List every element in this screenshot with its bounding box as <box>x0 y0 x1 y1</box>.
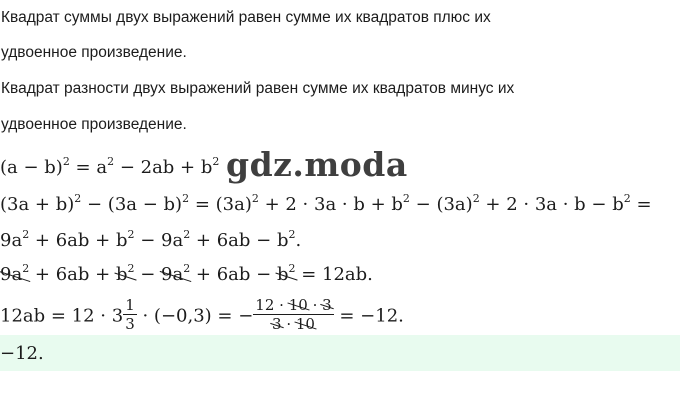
watermark-logo: gdz.moda <box>226 145 408 184</box>
cancelled-factor: 10 <box>288 296 308 314</box>
answer-box <box>0 335 680 371</box>
cancelled-factor: 10 <box>295 315 315 333</box>
rule-sum-line-1: Квадрат суммы двух выражений равен сумме их квадратов плюс их <box>1 9 491 26</box>
rule-diff-line-1: Квадрат разности двух выражений равен сумме их квадратов минус их <box>1 80 515 97</box>
formula-difference-square: $(a - b)^2 = a^2 - 2ab + b^2$ <box>0 155 220 178</box>
cancelled-term: $9a^2$ <box>0 262 30 285</box>
answer-value: −12. <box>0 343 44 364</box>
solution-step-cancel-terms: $9a^2 + 6ab + b^2 - 9a^2 + 6ab - b^2 = 12ab$. <box>0 262 373 285</box>
rule-sum-line-2: удвоенное произведение. <box>1 44 187 61</box>
cancelled-term: $b^2$ <box>115 262 135 285</box>
solution-step-expand: $(3a + b)^2 - (3a - b)^2 = (3a)^2 + 2 \cdot 3a \cdot b + b^2 - (3a)^2 + 2 \cdot 3a \cdot b - b^2$ = <box>0 192 652 215</box>
cancelled-term: $b^2$ <box>276 262 296 285</box>
cancelled-term: $9a^2$ <box>161 262 191 285</box>
rule-diff-line-2: удвоенное произведение. <box>1 116 187 133</box>
solution-step-substitute: 12ab = 12 · 3 $\frac{1}{3}$ · (−0,3) = − $\frac{12 \cdot 10 \cdot 3}{3 \cdot 10}$ = −12. <box>0 296 404 333</box>
reduced-fraction: $\frac{12 \cdot 10 \cdot 3}{3 \cdot 10}$ <box>255 296 332 333</box>
solution-step-open-brackets: $9a^2 + 6ab + b^2 - 9a^2 + 6ab - b^2$. <box>0 228 302 251</box>
cancelled-factor: 3 <box>272 315 282 333</box>
cancelled-factor: 3 <box>322 296 332 314</box>
mixed-fraction: $\frac{1}{3}$ <box>125 296 135 333</box>
